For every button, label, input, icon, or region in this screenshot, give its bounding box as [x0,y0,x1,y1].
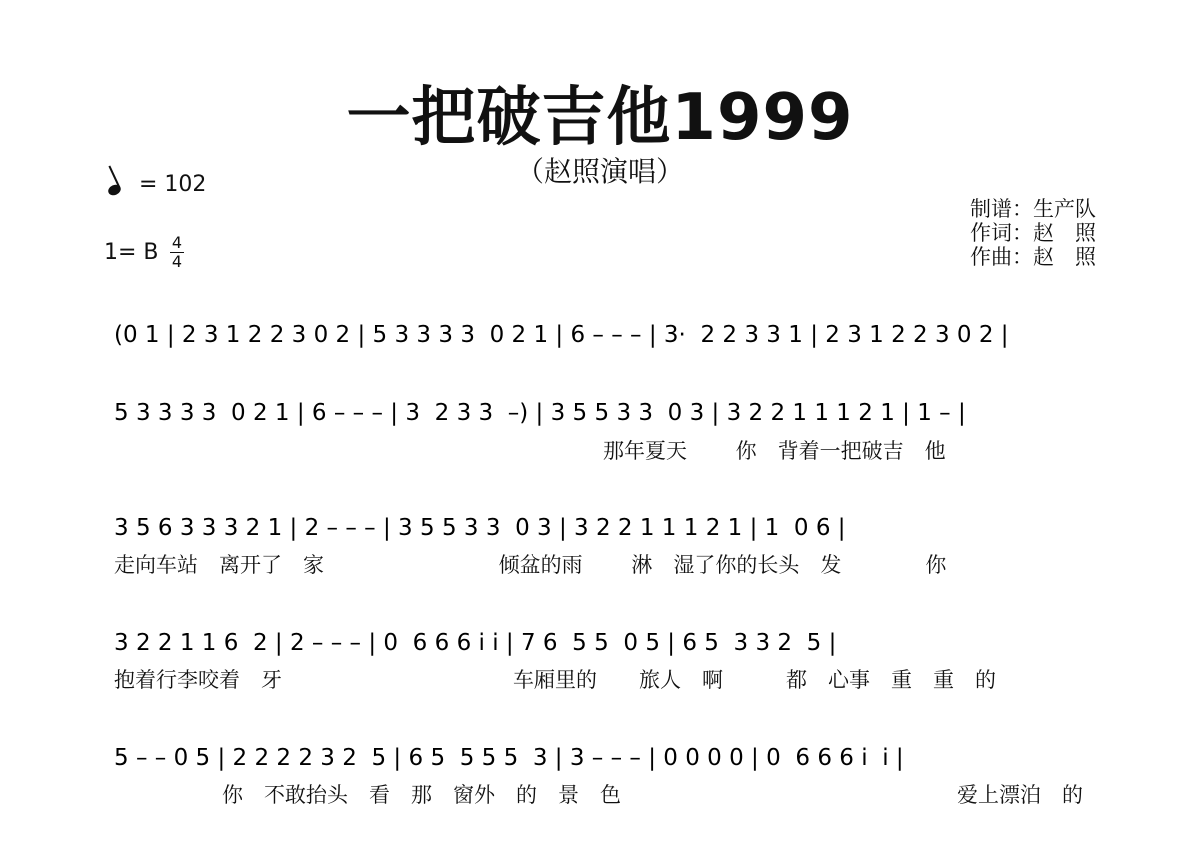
notation-staff [0,300,1200,360]
tempo-value: = 102 [139,172,207,197]
score-line-4 [0,610,1200,710]
credit-lyricist: 作词：赵 照 [970,221,1096,245]
lyric-line: 你 不敢抬头 看 那 窗外 的 景 色 爱上漂泊 的 [222,783,1083,807]
page-title: 一把破吉他1999 [346,81,854,155]
credit-composer: 作曲：赵 照 [970,245,1096,269]
lyric-line: 抱着行李咬着 牙 车厢里的 旅人 啊 都 心事 重 重 的 [114,668,996,692]
time-signature-bottom: 4 [171,252,183,271]
notation-text: 5 3 3 3 3 0 2 1 | 6 – – – | 3 2 3 3 –) | 3 5 5 3 3 0 3 | 3 2 2 1 1 1 2 1 | 1 – | [114,400,966,426]
quarter-note-icon [106,183,122,198]
lyric-line: 走向车站 离开了 家 倾盆的雨 淋 湿了你的长头 发 你 [114,553,947,577]
tempo-marking [108,172,206,197]
notation-text: 5 – – 0 5 | 2 2 2 2 3 2 5 | 6 5 5 5 5 3 | 3 – – – | 0 0 0 0 | 0 6 6 6 i i | [114,745,904,771]
time-signature [170,235,184,270]
notation-staff [0,495,1200,555]
key-signature: 1= B [104,240,159,265]
score-line-3 [0,495,1200,595]
credits-block [970,197,1096,269]
time-signature-top: 4 [171,233,183,252]
notation-staff [0,610,1200,670]
credit-arranger: 制谱：生产队 [970,197,1096,221]
lyric-line: 那年夏天 你 背着一把破吉 他 [603,439,946,463]
notation-staff [0,380,1200,440]
notation-staff [0,725,1200,785]
score-line-2 [0,380,1200,480]
singer-subtitle: （赵照演唱） [515,155,684,188]
score-line-1 [0,300,1200,380]
notation-text: 3 5 6 3 3 3 2 1 | 2 – – – | 3 5 5 3 3 0 3 | 3 2 2 1 1 1 2 1 | 1 0 6 | [114,515,846,541]
score-line-5 [0,725,1200,825]
notation-text: 3 2 2 1 1 6 2 | 2 – – – | 0 6 6 6 i i | 7 6 5 5 0 5 | 6 5 3 3 2 5 | [114,630,837,656]
notation-text: (0 1 | 2 3 1 2 2 3 0 2 | 5 3 3 3 3 0 2 1 | 6 – – – | 3· 2 2 3 3 1 | 2 3 1 2 2 3 0 2 | [114,322,1009,348]
